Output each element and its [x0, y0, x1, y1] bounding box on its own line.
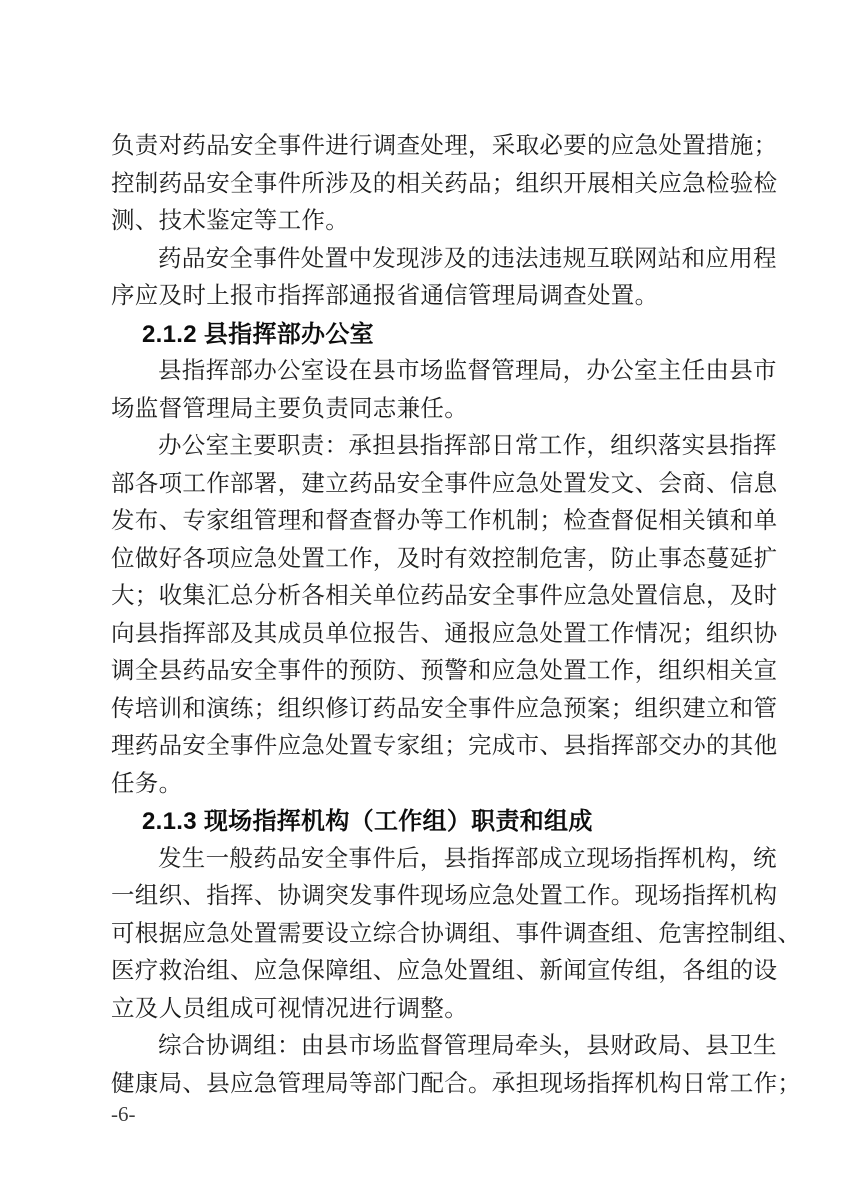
text-line: 医疗救治组、应急保障组、应急处置组、新闻宣传组，各组的设 [111, 958, 778, 984]
text-line: 一组织、指挥、协调突发事件现场应急处置工作。现场指挥机构 [111, 883, 778, 909]
section-heading-2-1-2: 2.1.2 县指挥部办公室 [142, 320, 374, 348]
text-line: 健康局、县应急管理局等部门配合。承担现场指挥机构日常工作； [111, 1070, 802, 1097]
text-line: 负责对药品安全事件进行调查处理，采取必要的应急处置措施； [111, 133, 778, 159]
text-line: 可根据应急处置需要设立综合协调组、事件调查组、危害控制组、 [111, 920, 802, 947]
text-line: 县指挥部办公室设在县市场监督管理局，办公室主任由县市 [158, 358, 777, 384]
text-line: 发生一般药品安全事件后，县指挥部成立现场指挥机构，统 [158, 845, 777, 872]
text-line: 任务。 [111, 770, 183, 797]
text-line: 药品安全事件处置中发现涉及的违法违规互联网站和应用程 [158, 245, 777, 272]
text-line: 办公室主要职责：承担县指挥部日常工作，组织落实县指挥 [158, 433, 777, 459]
text-line: 测、技术鉴定等工作。 [111, 208, 349, 234]
text-line: 立及人员组成可视情况进行调整。 [111, 995, 468, 1022]
document-body [111, 128, 802, 1103]
text-line: 大；收集汇总分析各相关单位药品安全事件应急处置信息，及时 [111, 583, 778, 609]
page-number: -6- [111, 1102, 136, 1126]
text-line: 综合协调组：由县市场监督管理局牵头，县财政局、县卫生 [158, 1033, 777, 1059]
text-line: 理药品安全事件应急处置专家组；完成市、县指挥部交办的其他 [111, 733, 778, 759]
text-line: 调全县药品安全事件的预防、预警和应急处置工作，组织相关宣 [111, 658, 778, 684]
text-line: 传培训和演练；组织修订药品安全事件应急预案；组织建立和管 [111, 695, 778, 722]
section-heading-2-1-3: 2.1.3 现场指挥机构（工作组）职责和组成 [142, 808, 593, 835]
text-line: 控制药品安全事件所涉及的相关药品；组织开展相关应急检验检 [111, 170, 778, 197]
text-line: 位做好各项应急处置工作，及时有效控制危害，防止事态蔓延扩 [111, 545, 778, 572]
text-line: 发布、专家组管理和督查督办等工作机制；检查督促相关镇和单 [111, 508, 778, 534]
text-line: 向县指挥部及其成员单位报告、通报应急处置工作情况；组织协 [111, 620, 778, 647]
text-line: 序应及时上报市指挥部通报省通信管理局调查处置。 [111, 283, 659, 309]
text-line: 部各项工作部署，建立药品安全事件应急处置发文、会商、信息 [111, 470, 778, 497]
text-line: 场监督管理局主要负责同志兼任。 [111, 395, 468, 422]
